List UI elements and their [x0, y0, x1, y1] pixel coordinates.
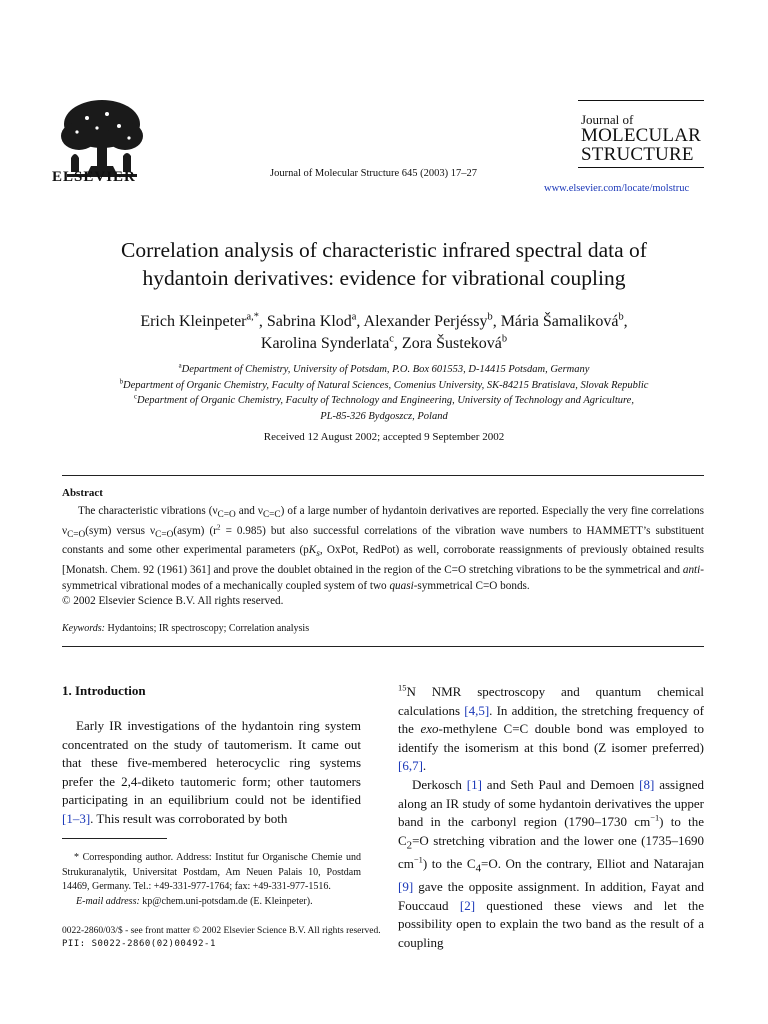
citation-link[interactable]: [6,7]: [398, 758, 423, 774]
citation-link[interactable]: [8]: [639, 776, 655, 792]
citation-link[interactable]: [1]: [466, 776, 482, 792]
journal-top-rule: [578, 100, 704, 101]
citation-link[interactable]: [4,5]: [464, 702, 490, 718]
abstract-body: The characteristic vibrations ($\nu_{C=O}$ and $\nu_{C=C}$) of a large number of hydantoin derivatives are reported. Especially the very fine correlations $\nu_{C=O}(sym)$ versus $\nu_{C=O}(asym) (r^2 = 0.985)$ but also successful correlations of the vibration wave numbers to HAMMETT’s substituent constants and some other experimental parameters ($pK_s$, OxPot, RedPot) as well, corroborate reassignments of previously obtained results [Monatsh. Chem. 92 (1961) 361] and prove the doublet obtained in the region of the C=O stretching vibrations to be the symmetrical and anti-symmetrical vibrational modes of a mechanically coupled system of two quasi-symmetrical C=O bonds. © 2002 Elsevier Science B.V. All rights reserved.: [62, 504, 704, 610]
citation-link[interactable]: [1–3]: [62, 810, 91, 826]
author-name[interactable]: Karolina Synderlata: [260, 335, 390, 352]
author-name[interactable]: Erich Kleinpeter: [140, 313, 247, 330]
article-title: Correlation analysis of characteristic infrared spectral data of hydantoin derivatives: evidence for vibrational coupling: [121, 238, 647, 290]
received-dates: Received 12 August 2002; accepted 9 September 2002: [263, 431, 505, 443]
copyright: © 2002 Elsevier Science B.V. All rights reserved.: [62, 595, 284, 608]
keywords: Keywords: Hydantoins; IR spectroscopy; Correlation analysis: [62, 623, 310, 634]
author-name[interactable]: Zora Šusteková: [401, 335, 502, 352]
journal-citation: Journal of Molecular Structure 645 (2003) 17–27: [270, 168, 478, 179]
journal-name: MOLECULAR STRUCTURE: [581, 125, 702, 165]
affiliation-item: $^a$Department of Chemistry, University of Potsdam, P.O. Box 601553, D-14415 Potsdam, Germany: [178, 362, 590, 375]
pii-line: PII: S0022-2860(02)00492-1: [62, 939, 216, 949]
author-list: Erich Kleinpeter$^{a,*}$, Sabrina Klod$^a$, Alexander Perjéssy$^b$, Mária Šamaliková$^b$, Karolina Synderlata$^c$, Zora Šusteková$^b$: [140, 311, 628, 352]
publisher-name: ELSEVIER: [52, 169, 136, 185]
divider: [62, 475, 704, 476]
divider: [62, 646, 704, 647]
affiliation-item: $^c$Department of Organic Chemistry, Faculty of Technology and Engineering, University of Technology and Agriculture,: [134, 393, 634, 406]
section-heading: 1. Introduction: [62, 683, 146, 698]
author-name[interactable]: Sabrina Klod: [266, 313, 352, 330]
front-matter-line: 0022-2860/03/$ - see front matter © 2002 Elsevier Science B.V. All rights reserved.: [62, 926, 381, 936]
citation-link[interactable]: [9]: [398, 879, 414, 895]
affiliation-item: PL-85-326 Bydgoszcz, Poland: [320, 410, 448, 422]
affiliations: [40, 362, 728, 424]
abstract-heading: Abstract: [62, 487, 103, 499]
author-name[interactable]: Mária Šamaliková: [500, 313, 619, 330]
email-link[interactable]: kp@chem.uni-potsdam.de (E. Kleinpeter).: [139, 895, 313, 907]
page-footer: [62, 925, 381, 951]
journal-of-label: Journal of: [581, 112, 634, 127]
citation-link[interactable]: [2]: [459, 897, 476, 913]
affiliation-item: $^b$Department of Organic Chemistry, Faculty of Natural Sciences, Comenius University, SK-84215 Bratislava, Slovak Republic: [119, 378, 649, 391]
right-column-text: $^{15}$N NMR spectroscopy and quantum chemical calculations [4,5]. In addition, the stretching frequency of the exo-methylene C=C double bond was employed to identify the isomerism at this bond (Z isomer preferred) [6,7]. Derkosch [1] and Seth Paul and Demoen [8] assigned along an IR study of some hydantoin derivatives the upper band in the carbonyl region (1790–1730 $cm^{-1}$) to the $C_2=O$ stretching vibration and the lower one (1735–1690 $cm^{-1}$) to the $C_4=O$. On the contrary, Elliot and Natarajan [9] gave the opposite assignment. In addition, Fayat and Fouccaud [2] questioned these views and let the possibility open to explain the two band as the result of a coupling: [398, 682, 704, 950]
footnote-rule: [62, 838, 167, 839]
journal-url-link[interactable]: www.elsevier.com/locate/molstruc: [544, 183, 690, 194]
footnote: * Corresponding author. Address: Institut fur Organische Chemie und Strukuranalytik, Universitat Postdam, Am Neuen Palais 10, Postdam 14469, Germany. Tel.: +49-331-977-1764; fax: +49-331-977-1516. E-mail address: kp@chem.uni-potsdam.de (E. Kleinpeter).: [62, 852, 361, 907]
intro-paragraph: Early IR investigations of the hydantoin ring system concentrated on the study of tautomerism. It came out that these five-membered heterocyclic ring systems prefer the 2,4-diketo tautomeric form; other tautomers participating in an equilibrium could not be identified [1–3]. This result was corroborated by both: [62, 718, 361, 826]
author-name[interactable]: Alexander Perjéssy: [363, 313, 488, 330]
journal-bottom-rule: [578, 167, 704, 168]
